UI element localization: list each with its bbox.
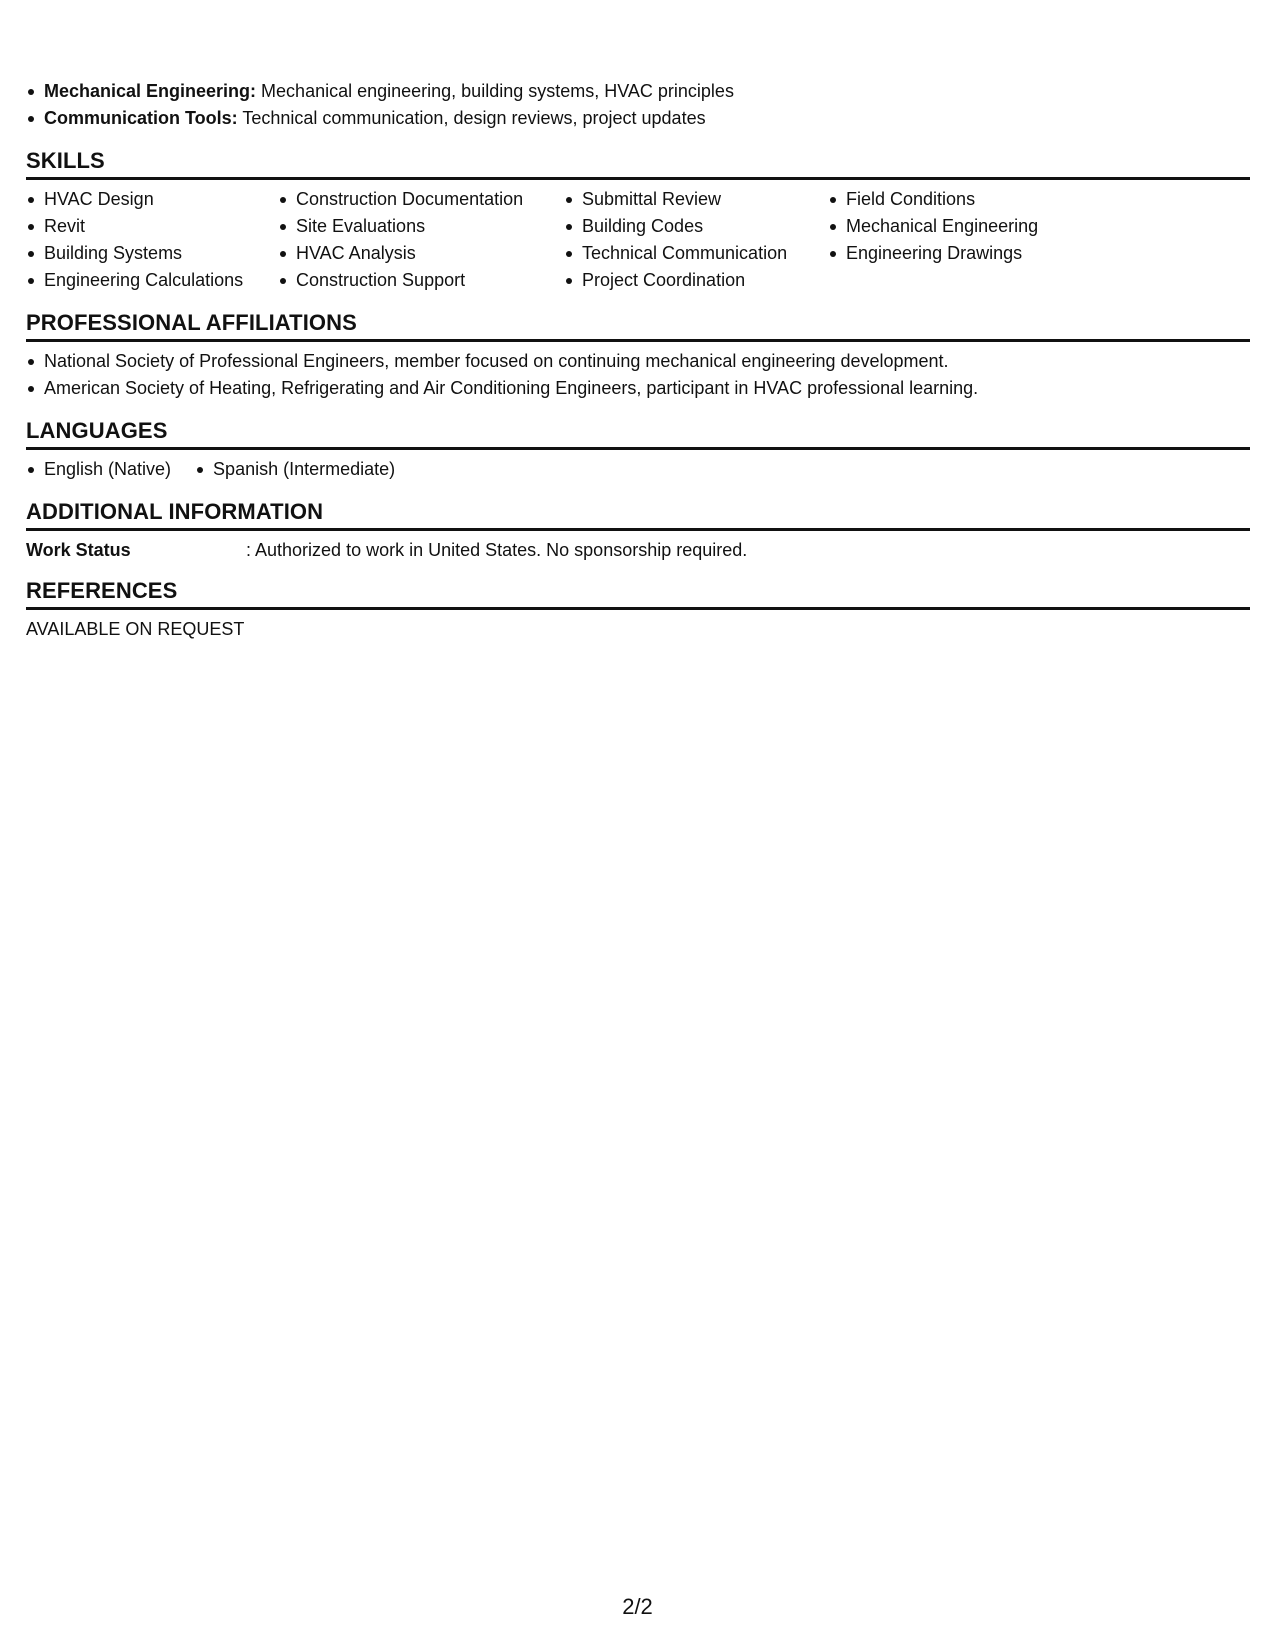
- lead-item-text: Mechanical engineering, building systems, HVAC principles: [256, 81, 734, 101]
- lead-item-label: Communication Tools:: [44, 108, 238, 128]
- skill-item: Submittal Review: [564, 186, 828, 213]
- skill-item: Engineering Calculations: [26, 267, 278, 294]
- skill-item: Mechanical Engineering: [828, 213, 1128, 240]
- languages-list: [26, 456, 1250, 483]
- skill-item: Revit: [26, 213, 278, 240]
- skills-column: [564, 186, 828, 294]
- skill-item: HVAC Design: [26, 186, 278, 213]
- page-number: 2/2: [622, 1594, 653, 1619]
- skills-grid: [26, 186, 1250, 294]
- lead-item-text: Technical communication, design reviews, project updates: [237, 108, 706, 128]
- skills-column: [828, 186, 1128, 294]
- references-heading: REFERENCES: [26, 578, 1250, 610]
- skills-column: [26, 186, 278, 294]
- skill-item: Building Codes: [564, 213, 828, 240]
- skill-item: Site Evaluations: [278, 213, 564, 240]
- lead-item-label: Mechanical Engineering:: [44, 81, 257, 101]
- list-item: [26, 78, 1250, 105]
- affiliations-list: [26, 348, 1250, 402]
- skill-item: Engineering Drawings: [828, 240, 1128, 267]
- list-item: National Society of Professional Engineers, member focused on continuing mechanical engineering development.: [26, 348, 1250, 375]
- skill-item: HVAC Analysis: [278, 240, 564, 267]
- work-status-row: [26, 537, 1250, 564]
- list-item: [26, 105, 1250, 132]
- list-item: American Society of Heating, Refrigerating and Air Conditioning Engineers, participant in HVAC professional learning.: [26, 375, 1250, 402]
- skills-column: [278, 186, 564, 294]
- additional-info-heading: ADDITIONAL INFORMATION: [26, 499, 1250, 531]
- languages-heading: LANGUAGES: [26, 418, 1250, 450]
- work-status-label: Work Status: [26, 540, 131, 560]
- skill-item: Building Systems: [26, 240, 278, 267]
- references-text: AVAILABLE ON REQUEST: [26, 619, 245, 639]
- list-item: Spanish (Intermediate): [195, 456, 395, 483]
- lead-skill-list: [26, 78, 1250, 132]
- skill-item: Construction Support: [278, 267, 564, 294]
- skill-item: Project Coordination: [564, 267, 828, 294]
- list-item: English (Native): [26, 456, 171, 483]
- skills-heading: SKILLS: [26, 148, 1250, 180]
- skill-item: Technical Communication: [564, 240, 828, 267]
- work-status-value: : Authorized to work in United States. No sponsorship required.: [246, 540, 748, 560]
- affiliations-heading: PROFESSIONAL AFFILIATIONS: [26, 310, 1250, 342]
- skill-item: Field Conditions: [828, 186, 1128, 213]
- resume-page: [26, 78, 1250, 643]
- skill-item: Construction Documentation: [278, 186, 564, 213]
